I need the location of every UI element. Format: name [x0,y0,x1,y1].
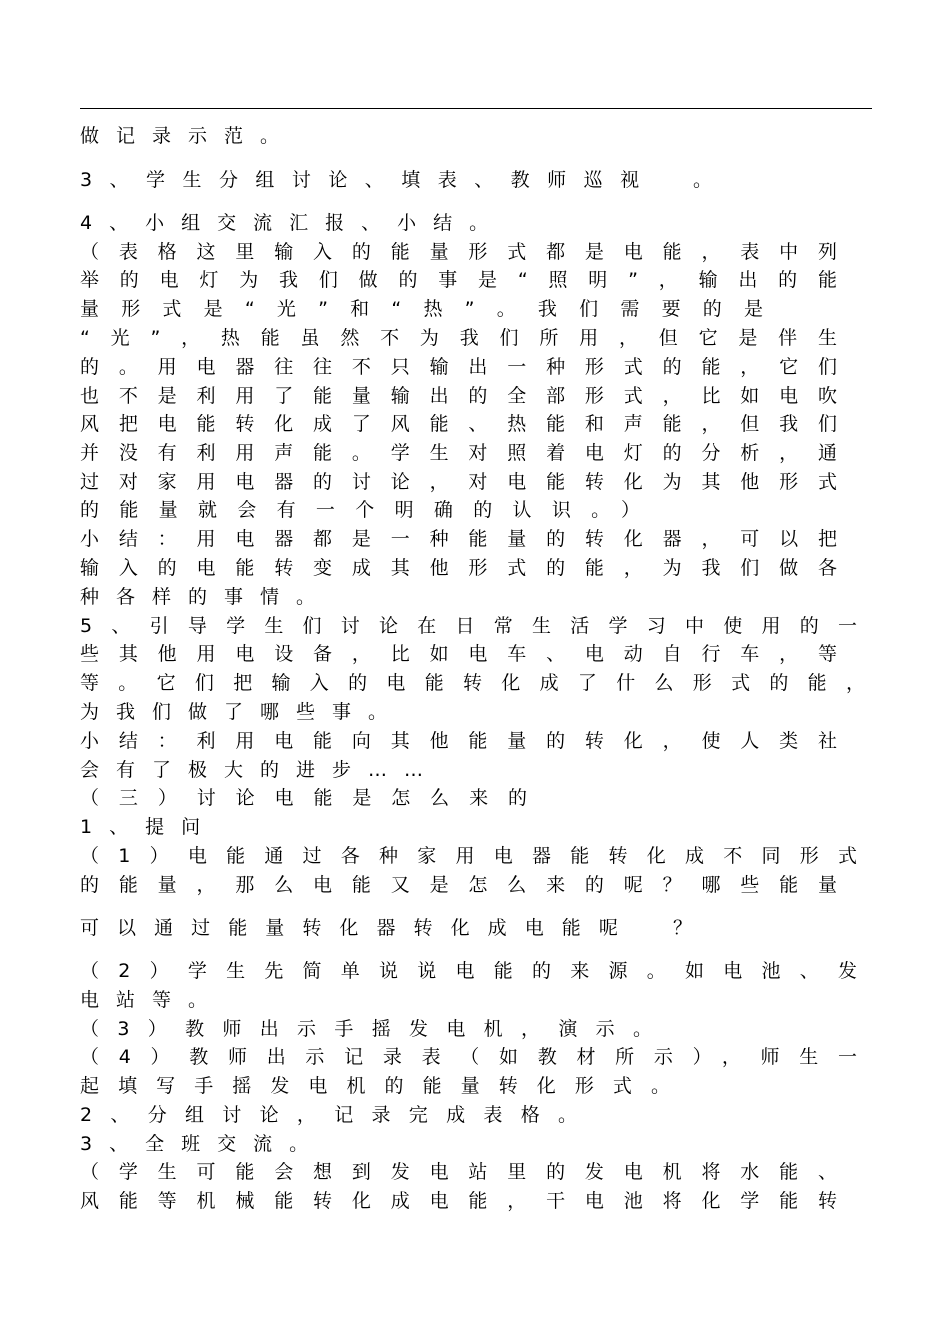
text-line: 起填写手摇发电机的能量转化形式。 [80,1075,670,1097]
text-line: 1、提问 [80,816,218,838]
text-line: 为我们做了哪些事。 [80,701,405,723]
text-line: （三）讨论电能是怎么来的 [80,787,527,809]
text-line: 会有了极大的进步…… [80,759,441,781]
text-line: （3）教师出示手摇发电机，演示。 [80,1018,652,1040]
header-rule [80,108,872,109]
text-line: 2、分组讨论，记录完成表格。 [80,1104,577,1126]
text-line: 的。用电器往往不只输出一种形式的能，它们 [80,356,837,378]
text-line: 风把电能转化成了风能、热能和声能，但我们 [80,413,837,435]
text-line: “光”，热能虽然不为我们所用，但它是伴生 [80,327,837,349]
text-line: 的能量，那么电能又是怎么来的呢？哪些能量 [80,874,837,896]
text-line: 举的电灯为我们做的事是“照明”，输出的能 [80,269,837,291]
text-line: （2）学生先简单说说电能的来源。如电池、发 [80,960,857,982]
text-line: （表格这里输入的能量形式都是电能，表中列 [80,241,837,263]
text-line: 并没有利用声能。学生对照着电灯的分析，通 [80,442,837,464]
text-line: 等。它们把输入的电能转化成了什么形式的能， [80,672,865,694]
text-line: 电站等。 [80,989,225,1011]
text-line: 4、小组交流汇报、小结。 [80,212,506,234]
text-line: 小结：用电器都是一种能量的转化器，可以把 [80,528,837,550]
text-line: 量形式是“光”和“热”。我们需要的是 [80,298,763,320]
text-line: 5、引导学生们讨论在日常生活学习中使用的一 [80,615,857,637]
text-line: 做记录示范。 [80,125,297,147]
text-line: 3、学生分组讨论、填表、教师巡视 。 [80,169,712,191]
text-line: 的能量就会有一个明确的认识。） [80,499,640,521]
text-line: 小结：利用电能向其他能量的转化，使人类社 [80,730,837,752]
text-line: 过对家用电器的讨论，对电能转化为其他形式 [80,471,837,493]
text-line: 种各样的事情。 [80,586,333,608]
text-line: 3、全班交流。 [80,1133,326,1155]
text-line: （1）电能通过各种家用电器能转化成不同形式 [80,845,857,867]
text-line: （学生可能会想到发电站里的发电机将水能、 [80,1161,837,1183]
text-line: 些其他用电设备，比如电车、电动自行车，等 [80,643,837,665]
text-line: 也不是利用了能量输出的全部形式，比如电吹 [80,385,837,407]
text-line: 可以通过能量转化器转化成电能呢 ？ [80,917,692,939]
text-line: 风能等机械能转化成电能，干电池将化学能转 [80,1190,837,1212]
text-line: （4）教师出示记录表（如教材所示），师生一 [80,1046,857,1068]
text-line: 输入的电能转变成其他形式的能，为我们做各 [80,557,837,579]
